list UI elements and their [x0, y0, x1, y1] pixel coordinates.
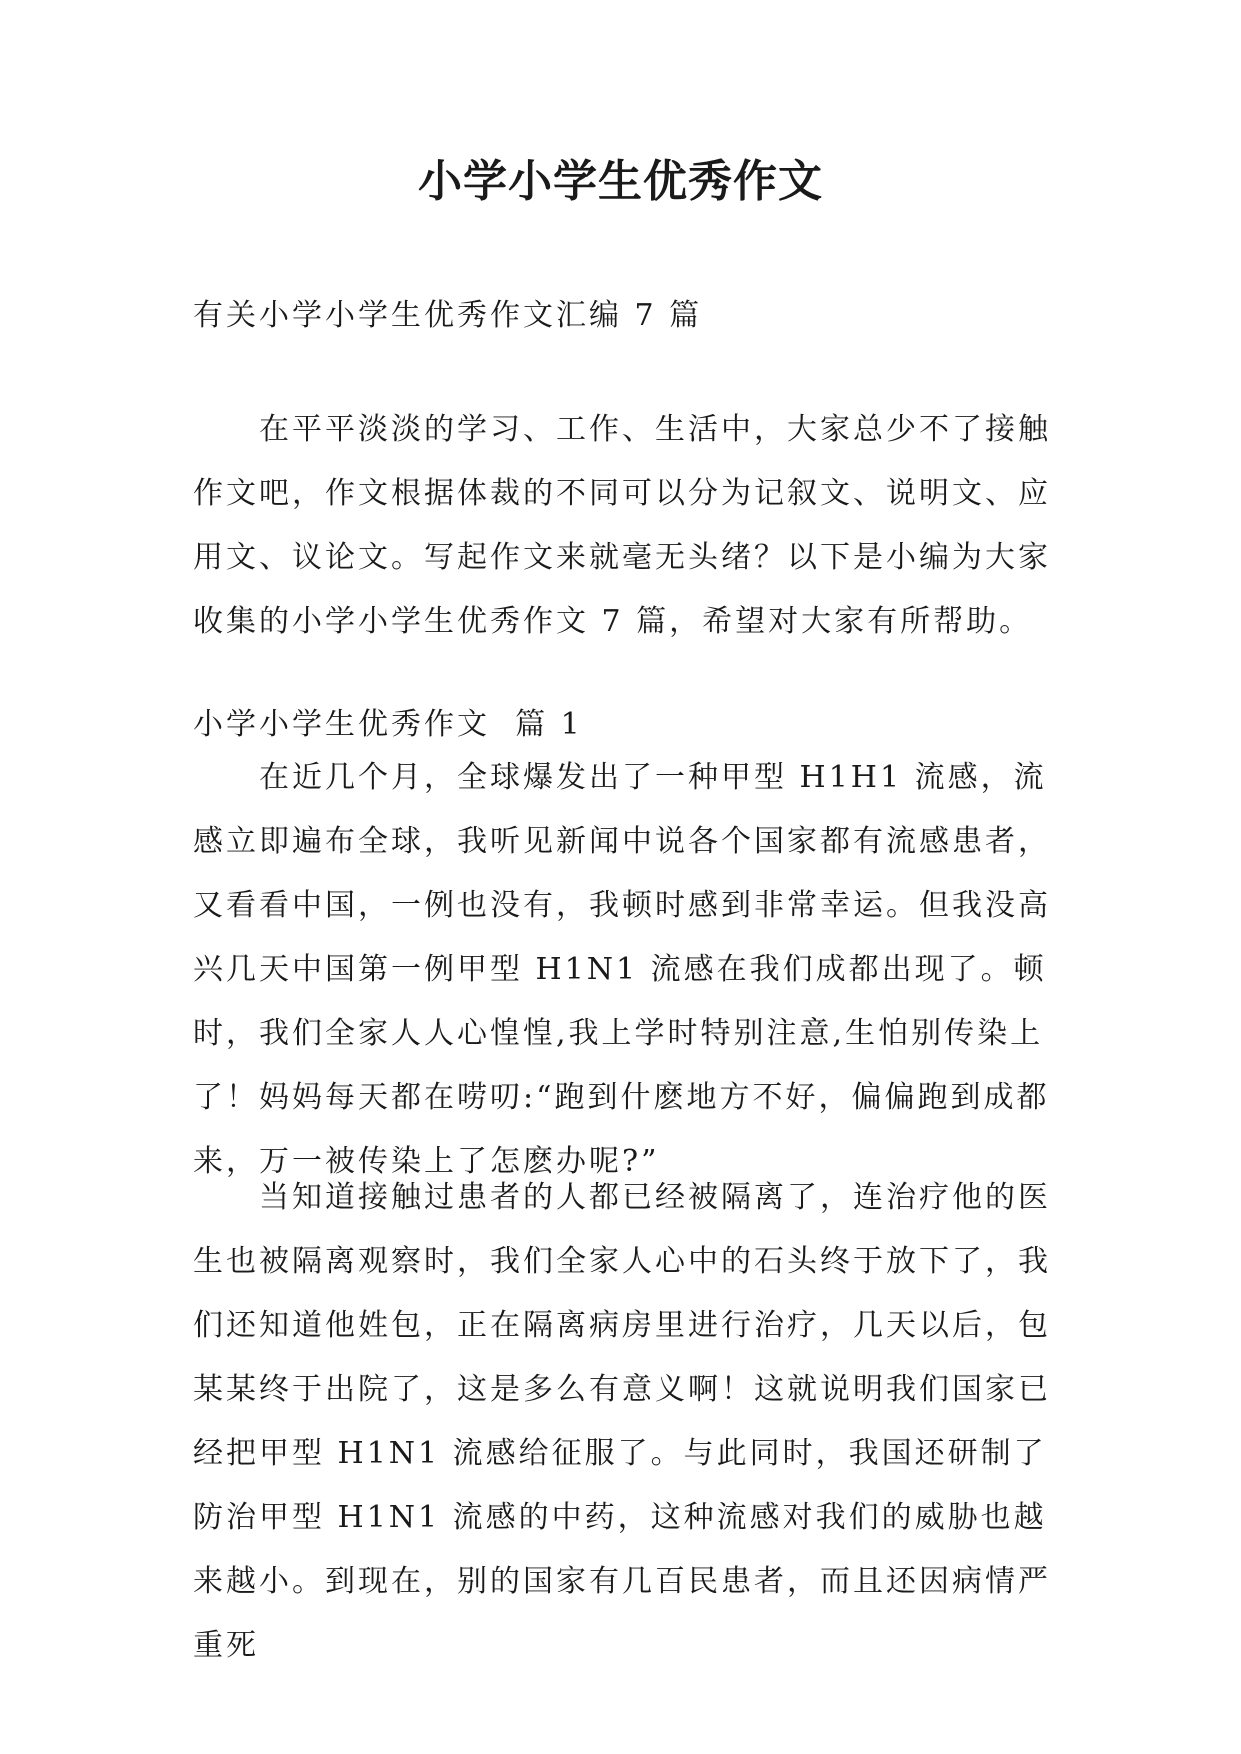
- body-paragraph: 当知道接触过患者的人都已经被隔离了，连治疗他的医生也被隔离观察时，我们全家人心中的石头终于放下了，我们还知道他姓包，正在隔离病房里进行治疗，几天以后，包某某终于出院了，这是多么有意义啊！这就说明我们国家已经把甲型 H1N1 流感给征服了。与此同时，我国还研制了防治甲型 H1N1 流感的中药，这种流感对我们的威胁也越来越小。到现在，别的国家有几百民患者，而且还因病情严重死: [193, 1180, 1051, 1663]
- intro-paragraph: 在平平淡淡的学习、工作、生活中，大家总少不了接触作文吧，作文根据体裁的不同可以分为记叙文、说明文、应用文、议论文。写起作文来就毫无头绪？以下是小编为大家收集的小学小学生优秀作文 7 篇，希望对大家有所帮助。: [193, 412, 1051, 639]
- document-subtitle: 有关小学小学生优秀作文汇编 7 篇: [193, 298, 703, 333]
- document-title: 小学小学生优秀作文: [418, 156, 823, 207]
- section-heading: 小学小学生优秀作文 篇 1: [193, 707, 583, 742]
- body-paragraph: 在近几个月，全球爆发出了一种甲型 H1H1 流感，流感立即遍布全球，我听见新闻中说各个国家都有流感患者，又看看中国，一例也没有，我顿时感到非常幸运。但我没高兴几天中国第一例甲型 H1N1 流感在我们成都出现了。顿时，我们全家人人心惶惶,我上学时特别注意,生怕别传染上了！妈妈每天都在唠叨:“跑到什麽地方不好，偏偏跑到成都来，万一被传染上了怎麽办呢?”: [193, 760, 1051, 1179]
